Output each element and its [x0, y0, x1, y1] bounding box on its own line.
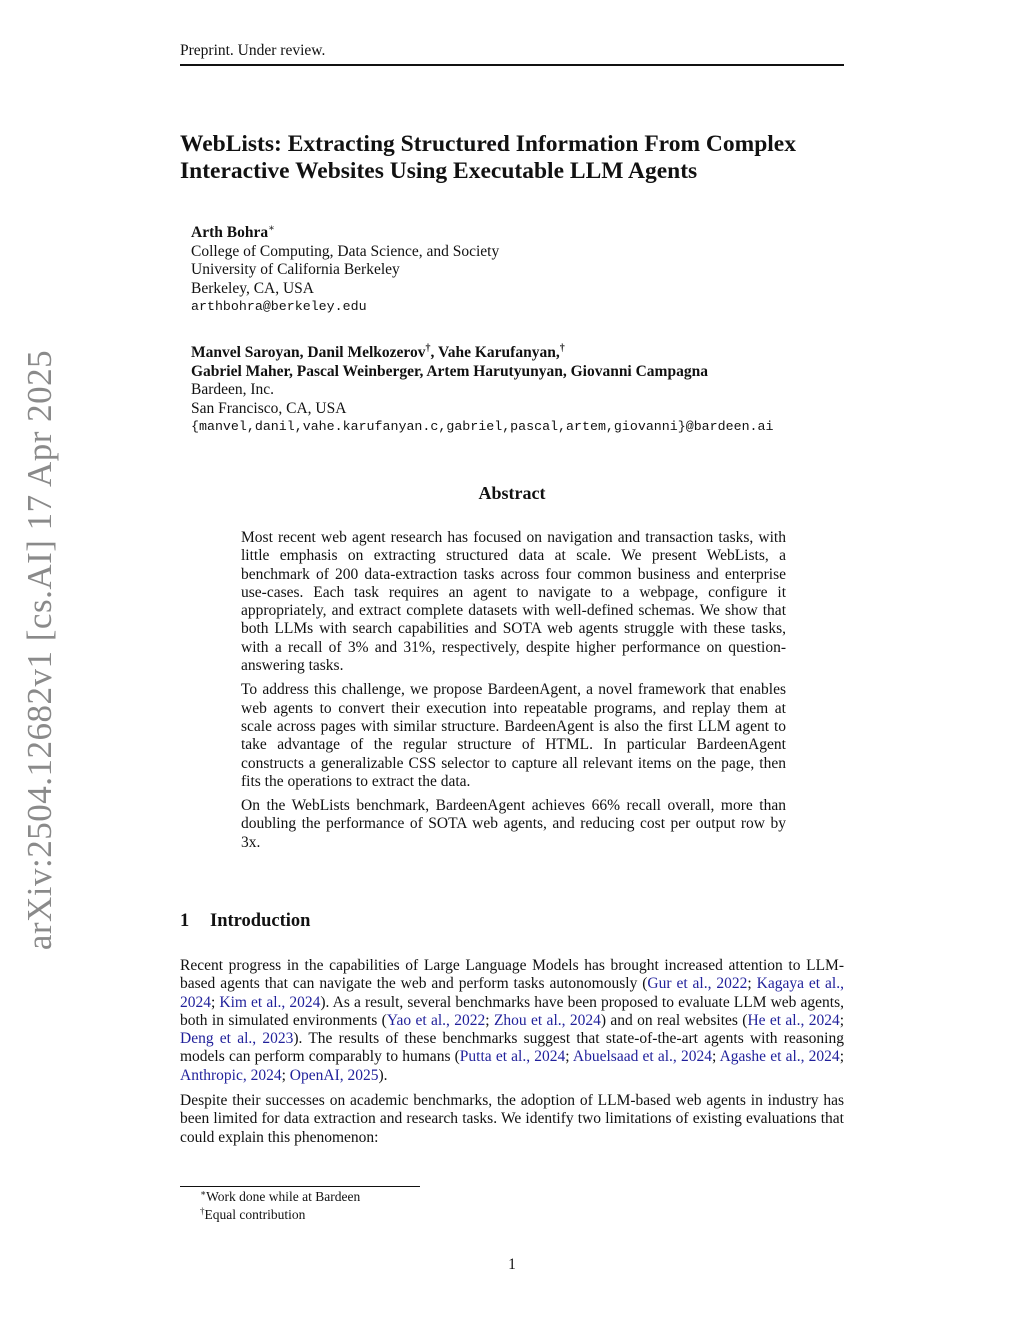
abstract-paragraph: To address this challenge, we propose BardeenAgent, a novel framework that enables web agents to convert their execution into repeatable programs, and replay them at scale across pages with similar structure. BardeenAgent is also the first LLM agent to take advantage of the regular structure of HTML. In particular BardeenAgent constructs a generalizable CSS selector to capture all relevant items on the page, then fits the operations to extract the data. — [241, 681, 786, 790]
citation-link[interactable]: Abuelsaad et al., 2024 — [572, 1048, 712, 1066]
arxiv-identifier: arXiv:2504.12682v1 [cs.AI] 17 Apr 2025 — [20, 349, 59, 951]
title-line-2: Interactive Websites Using Executable LLM Agents — [180, 158, 698, 184]
citation-link[interactable]: Agashe et al., 2024 — [719, 1048, 840, 1066]
author-block-2: Manvel Saroyan, Danil Melkozerov†, Vahe Karufanyan,† Gabriel Maher, Pascal Weinberger, Artem Harutyunyan, Giovanni Campagna Bardeen, Inc. San Francisco, CA, USA {manvel,danil,vahe.karufanyan.c,gabriel,pascal,artem,giovanni}@bardeen.ai — [191, 344, 774, 437]
citation-link[interactable]: Putta et al., 2024 — [459, 1048, 566, 1066]
page-number: 1 — [508, 1256, 516, 1273]
running-header: Preprint. Under review. — [180, 42, 326, 59]
footnote: †Equal contribution — [200, 1206, 306, 1222]
footnote: ∗Work done while at Bardeen — [200, 1188, 361, 1204]
citation-link[interactable]: Deng et al., 2023 — [180, 1030, 294, 1048]
section-title: Introduction — [210, 911, 311, 931]
equal-contribution-mark: † — [425, 343, 431, 354]
author-name: Arth Bohra — [191, 224, 269, 241]
paper-title — [180, 131, 860, 185]
author-footnote-mark: ∗ — [268, 223, 275, 234]
organization: Bardeen, Inc. — [191, 381, 275, 398]
footnote-mark: † — [200, 1206, 205, 1216]
author-emails: {manvel,danil,vahe.karufanyan.c,gabriel,pascal,artem,giovanni}@bardeen.ai — [191, 419, 774, 434]
location: San Francisco, CA, USA — [191, 399, 347, 417]
author-names-line-1: Manvel Saroyan, Danil Melkozerov — [191, 344, 426, 361]
equal-contribution-mark: † — [559, 343, 565, 354]
citation-link[interactable]: Zhou et al., 2024 — [493, 1011, 601, 1029]
citation-link[interactable]: Kagaya et al., 2024 — [180, 975, 844, 1011]
section-number: 1 — [180, 911, 190, 931]
citation-link[interactable]: Kim et al., 2024 — [219, 993, 321, 1011]
citation-link[interactable]: Gur et al., 2022 — [647, 975, 748, 993]
abstract-paragraph: On the WebLists benchmark, BardeenAgent achieves 66% recall overall, more than doubling the performance of SOTA web agents, and reducing cost per output row by 3x. — [241, 797, 786, 851]
author-block-1 — [191, 224, 499, 317]
abstract-heading: Abstract — [478, 483, 546, 503]
footnotes — [200, 1188, 360, 1224]
footnote-mark: ∗ — [200, 1188, 207, 1198]
abstract-paragraph: Most recent web agent research has focused on navigation and transaction tasks, with little emphasis on extracting structured data at scale. We present WebLists, a benchmark of 200 data-extraction tasks across four common business and enterprise use-cases. Each task requires an agent to navigate to a webpage, configure it appropriately, and extract complete datasets with well-defined schemas. We show that both LLMs with search capabilities and SOTA web agents struggle with these tasks, with a recall of 3% and 31%, respectively, despite higher performance on question-answering tasks. — [241, 529, 786, 675]
section-heading — [180, 911, 310, 932]
footnote-rule — [180, 1186, 420, 1187]
header-rule — [180, 64, 844, 66]
intro-paragraph: Despite their successes on academic benchmarks, the adoption of LLM-based web agents in industry has been limited for data extraction and research tasks. We identify two limitations of existing evaluations that could explain this phenomenon: — [180, 1092, 844, 1146]
location: Berkeley, CA, USA — [191, 279, 314, 297]
citation-link[interactable]: OpenAI, 2025 — [289, 1066, 379, 1084]
citation-link[interactable]: Yao et al., 2022 — [386, 1011, 486, 1029]
intro-paragraph: Recent progress in the capabilities of Large Language Models has brought increased attention to LLM-based agents that can navigate the web and perform tasks autonomously (Gur et al., 2022; Kagaya et al., 2024; Kim et al., 2024). As a result, several benchmarks have been proposed to evaluate LLM web agents, both in simulated environments (Yao et al., 2022; Zhou et al., 2024) and on real websites (He et al., 2024; Deng et al., 2023). The results of these benchmarks suggest that state-of-the-art agents with reasoning models can perform comparably to humans (Putta et al., 2024; Abuelsaad et al., 2024; Agashe et al., 2024; Anthropic, 2024; OpenAI, 2025). — [180, 957, 845, 1084]
title-line-1: WebLists: Extracting Structured Information From Complex — [180, 131, 796, 157]
author-names-line-2: Gabriel Maher, Pascal Weinberger, Artem Harutyunyan, Giovanni Campagna — [191, 362, 708, 380]
citation-link[interactable]: Anthropic, 2024 — [180, 1066, 282, 1084]
abstract-body — [241, 529, 786, 858]
citation-link[interactable]: He et al., 2024 — [747, 1011, 840, 1029]
university: University of California Berkeley — [191, 261, 400, 278]
affiliation: College of Computing, Data Science, and Society — [191, 242, 500, 260]
introduction-body — [180, 957, 844, 1154]
author-email: arthbohra@berkeley.edu — [191, 299, 367, 314]
